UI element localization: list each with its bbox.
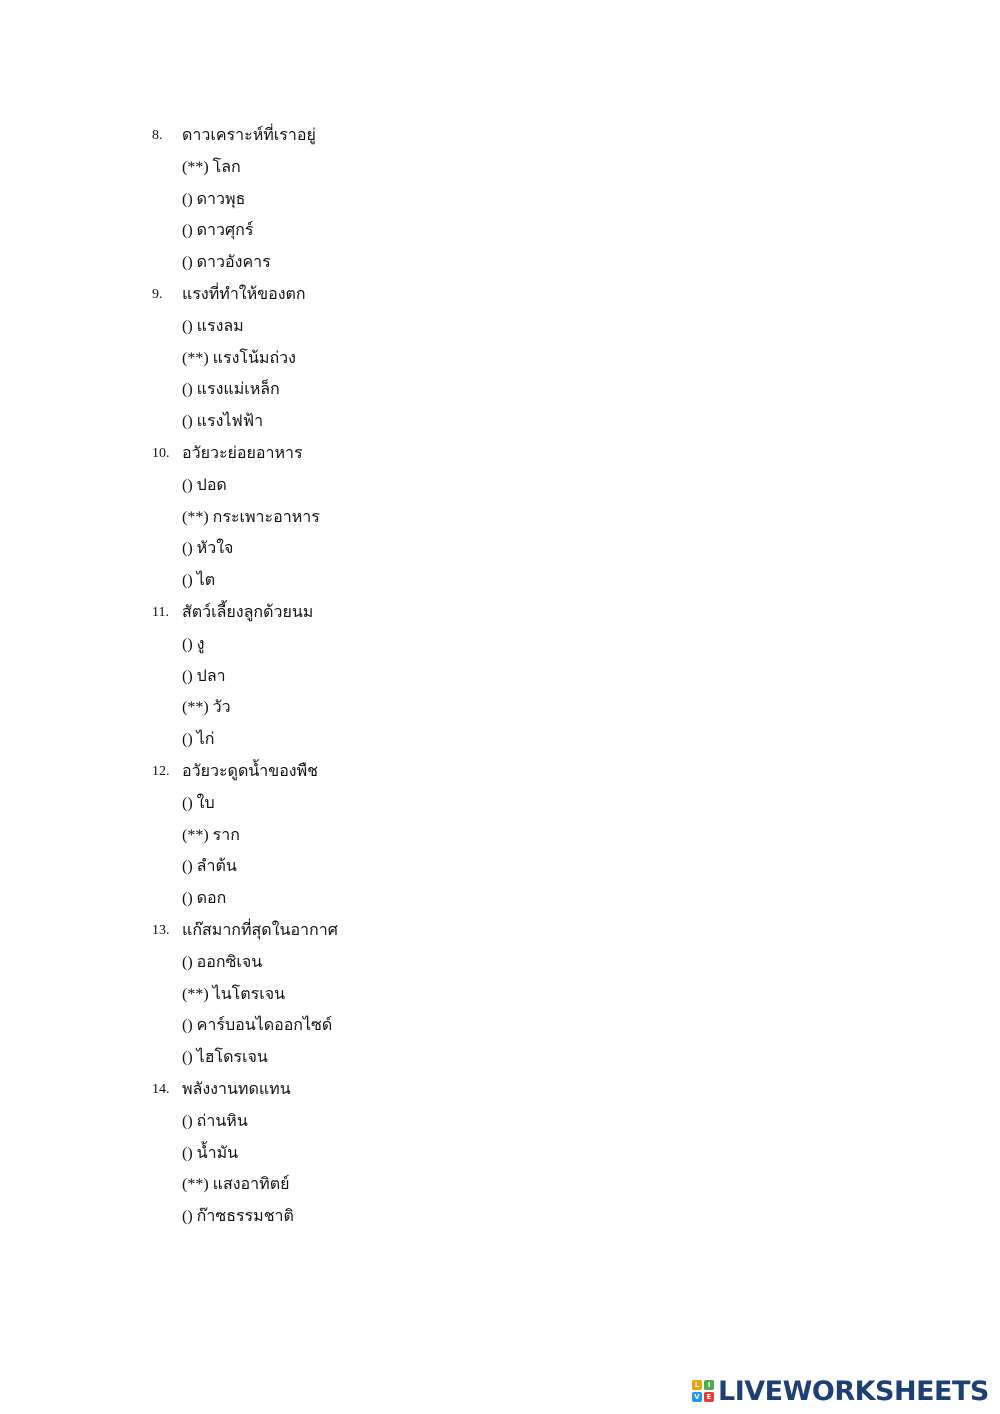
question-list: [0, 120, 1000, 1233]
answer-option: () งู: [182, 635, 205, 653]
logo-mark-letter: V: [692, 1392, 702, 1402]
question-number: 9.: [152, 286, 163, 302]
answer-option: () ไต: [182, 572, 216, 590]
answer-option: (**) โลก: [182, 158, 241, 176]
answer-option: () ดาวศุกร์: [182, 222, 254, 240]
question-number: 10.: [152, 445, 170, 461]
question-number: 13.: [152, 922, 170, 938]
logo-mark-letter: L: [692, 1380, 702, 1390]
answer-option: () ใบ: [182, 794, 215, 812]
question-text: สัตว์เลี้ยงลูกด้วยนม: [182, 603, 314, 621]
answer-option: () ดาวพุธ: [182, 190, 246, 208]
answer-option: (**) แรงโน้มถ่วง: [182, 349, 296, 367]
liveworksheets-logo: [692, 1374, 989, 1408]
answer-option: () ดาวอังคาร: [182, 254, 271, 272]
question-text: อวัยวะย่อยอาหาร: [182, 444, 303, 462]
question-text: แรงที่ทำให้ของตก: [182, 285, 306, 303]
question-text: อวัยวะดูดน้ำของพืช: [182, 762, 319, 780]
answer-option: () ไก่: [182, 731, 215, 749]
answer-option: () แรงไฟฟ้า: [182, 413, 264, 431]
answer-option: () ถ่านหิน: [182, 1112, 248, 1130]
answer-option: () ไฮโดรเจน: [182, 1049, 268, 1067]
question-number: 11.: [152, 604, 169, 620]
question-14: [0, 1074, 1000, 1106]
answer-option: (**) ราก: [182, 826, 240, 844]
question-13: [0, 915, 1000, 947]
question-text: แก๊สมากที่สุดในอากาศ: [182, 921, 338, 939]
question-text: ดาวเคราะห์ที่เราอยู่: [182, 127, 316, 144]
answer-option: () ปลา: [182, 667, 226, 685]
answer-option: (**) กระเพาะอาหาร: [182, 508, 320, 526]
logo-mark-icon: [692, 1380, 714, 1402]
answer-option: () ก๊าซธรรมชาติ: [182, 1208, 294, 1226]
logo-text: LIVEWORKSHEETS: [718, 1375, 989, 1407]
answer-option: () หัวใจ: [182, 540, 234, 558]
logo-mark-letter: E: [704, 1392, 714, 1402]
answer-option: () แรงแม่เหล็ก: [182, 381, 280, 399]
answer-option: () ปอด: [182, 476, 227, 494]
question-number: 12.: [152, 763, 170, 779]
answer-option: () ลำต้น: [182, 858, 237, 876]
answer-option: (**) แสงอาทิตย์: [182, 1176, 290, 1194]
answer-option: (**) ไนโตรเจน: [182, 985, 285, 1003]
answer-option: () น้ำมัน: [182, 1144, 239, 1162]
answer-option: () ดอก: [182, 890, 227, 908]
answer-option: () ออกซิเจน: [182, 953, 263, 971]
question-10: [0, 438, 1000, 470]
answer-option: (**) วัว: [182, 699, 231, 717]
answer-option: () แรงลม: [182, 317, 244, 335]
worksheet-page: [0, 120, 1000, 1233]
question-text: พลังงานทดแทน: [182, 1080, 291, 1098]
question-12: [0, 756, 1000, 788]
question-11: [0, 597, 1000, 629]
question-8: [0, 120, 1000, 152]
question-9: [0, 279, 1000, 311]
question-number: 8.: [152, 128, 163, 143]
question-number: 14.: [152, 1081, 170, 1097]
logo-mark-letter: I: [704, 1380, 714, 1390]
answer-option: () คาร์บอนไดออกไซด์: [182, 1017, 333, 1035]
